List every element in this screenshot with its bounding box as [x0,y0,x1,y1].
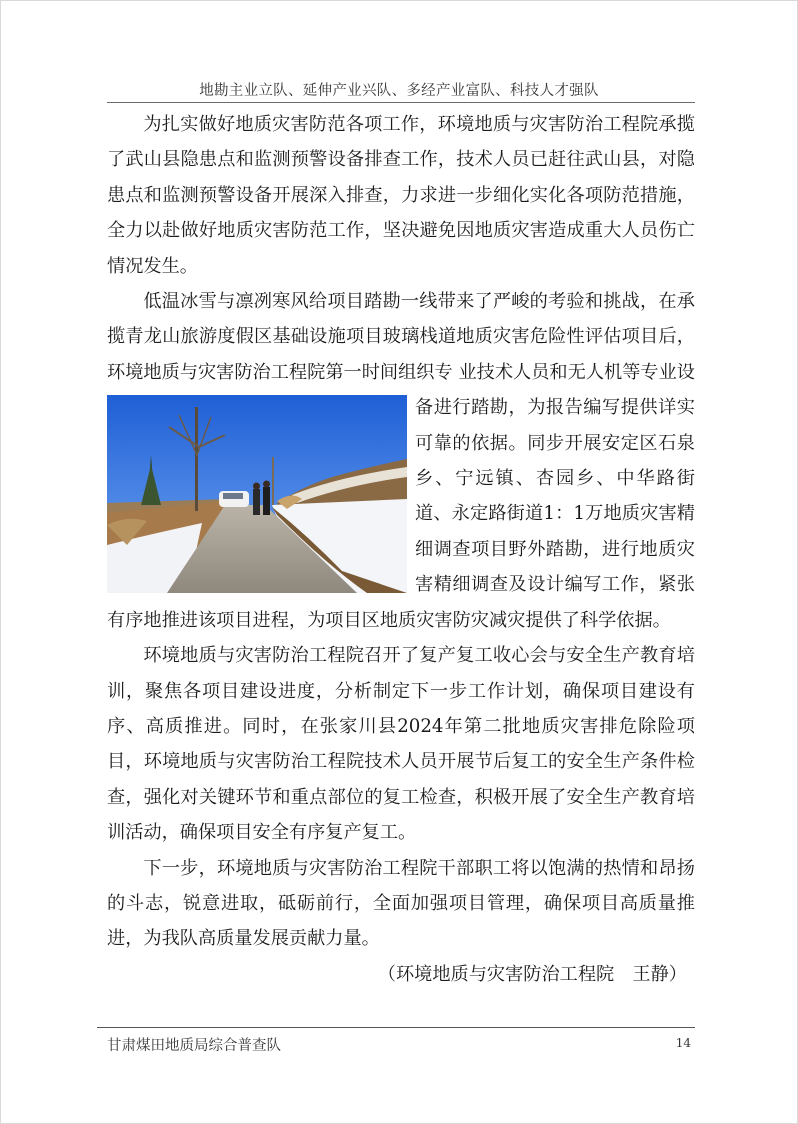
footer-divider [97,1027,695,1028]
article-paragraph: 为扎实做好地质灾害防范各项工作，环境地质与灾害防治工程院承揽了武山县隐患点和监测预警设备排查工作，技术人员已赶往武山县，对隐患点和监测预警设备开展深入排查，力求进一步细化实化各项防范措施，全力以赴做好地质灾害防范工作，坚决避免因地质灾害造成重大人员伤亡情况发生。 [107,114,695,277]
article-paragraph: 环境地质与灾害防治工程院召开了复产复工收心会与安全生产教育培训，聚焦各项目建设进度，分析制定下一步工作计划，确保项目建设有序、高质推进。同时，在张家川县2024年第二批地质灾害排危除险项目，环境地质与灾害防治工程院技术人员开展节后复工的安全生产条件检查，强化对关键环节和重点部位的复工检查，积极开展了安全生产教育培训活动，确保项目安全有序复产复工。 [107,645,695,844]
article-body [107,107,695,992]
header-divider [107,102,695,103]
article-paragraph-text-before-photo: 低温冰雪与凛冽寒风给项目踏勘一线带来了严峻的考验和挑战，在承揽青龙山旅游度假区基础设施项目玻璃栈道地质灾害危险性评估项目后，环境地质与灾害防治工程院第一时间组织专 [107,291,695,383]
footer-organization: 甘肃煤田地质局综合普查队 [107,1038,281,1054]
article-paragraph: 下一步，环境地质与灾害防治工程院干部职工将以饱满的热情和昂扬的斗志，锐意进取，砥砺前行，全面加强项目管理，确保项目高质量推进，为我队高质量发展贡献力量。 [107,857,695,950]
article-paragraph-with-photo [107,284,695,638]
snowy-road-scene-image [107,395,407,593]
page-header-slogan: 地勘主业立队、延伸产业兴队、多经产业富队、科技人才强队 [199,83,599,99]
page-number: 14 [675,1036,691,1050]
field-survey-photo [107,395,407,593]
article-paragraph-text-after-photo: 业技术人员和无人机等专业设备进行踏勘，为报告编写提供详实可靠的依据。同步开展安定区石泉乡、宁远镇、杏园乡、中华路街道、永定路街道1：1万地质灾害精细调查项目野外踏勘，进行地质灾害精细调查及设计编写工作，紧张有序地推进该项目进程，为项目区地质灾害防灾减灾提供了科学依据。 [107,361,695,631]
article-signature: （环境地质与灾害防治工程院 王静） [377,963,687,985]
